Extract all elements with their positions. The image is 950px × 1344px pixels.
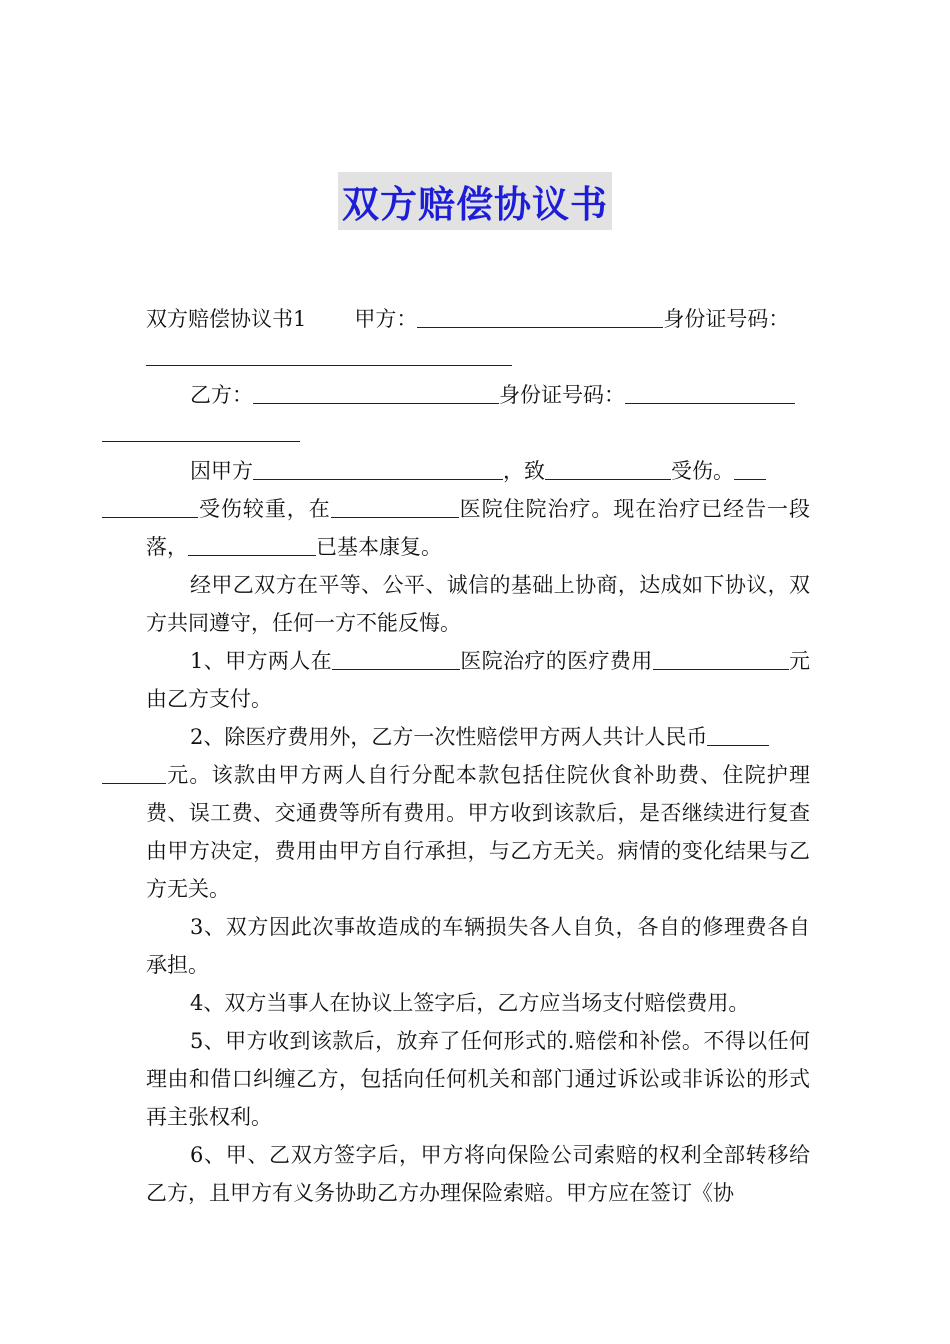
- id-b-blank-2: [102, 419, 300, 442]
- id-a-blank: [146, 343, 512, 366]
- party-a-label: 甲方：: [354, 307, 418, 331]
- clause-4: 4、双方当事人在协议上签字后，乙方应当场支付赔偿费用。: [190, 991, 750, 1015]
- clause-2: [146, 718, 810, 908]
- id-b-blank-1: [625, 381, 795, 404]
- clause2-text-2: 元。该款由甲方两人自行分配本款包括住院伙食补助费、住院护理费、误工费、交通费等所有费用。甲方收到该款后，是否继续进行复查由甲方决定，费用由甲方自行承担，与乙方无关。病情的变化结果与乙方无关。: [146, 763, 810, 901]
- id-label-a: 身份证号码：: [663, 307, 790, 331]
- injury-text-1: 因甲方: [190, 459, 253, 483]
- clause-3: 3、双方因此次事故造成的车辆损失各人自负，各自的修理费各自承担。: [146, 915, 810, 977]
- clause2-blank-2: [102, 761, 166, 784]
- intro-paragraph: [146, 300, 810, 376]
- clause1-text-3: 元由乙方支付。: [146, 649, 810, 711]
- injury-text-6: 已基本康复。: [316, 535, 442, 559]
- title-area: [0, 172, 950, 230]
- injury-blank-2: [545, 457, 671, 480]
- clause-1: [146, 642, 810, 718]
- clause1-text-1: 1、甲方两人在: [190, 649, 332, 673]
- document-title: 双方赔偿协议书: [338, 172, 612, 230]
- clause-6: 6、甲、乙双方签字后，甲方将向保险公司索赔的权利全部转移给乙方，且甲方有义务协助乙方办理保险索赔。甲方应在签订《协: [146, 1143, 810, 1205]
- clause2-blank-1: [707, 723, 769, 746]
- intro-heading: 双方赔偿协议书1: [146, 307, 307, 331]
- document-body: [146, 300, 810, 1212]
- party-b-blank: [253, 381, 499, 404]
- injury-text-2: ，致: [503, 459, 545, 483]
- injury-text-4: 受伤较重，在: [198, 497, 331, 521]
- injury-text-5: 医院住院治疗。现在治疗已经告一段落，: [146, 497, 811, 559]
- clause-5: 5、甲方收到该款后，放弃了任何形式的.赔偿和补偿。不得以任何理由和借口纠缠乙方，包括向任何机关和部门通过诉讼或非诉讼的形式再主张权利。: [146, 1029, 810, 1129]
- clause2-text-1: 2、除医疗费用外，乙方一次性赔偿甲方两人共计人民币: [190, 725, 708, 749]
- injury-blank-4: [331, 495, 459, 518]
- injury-blank-3b: [102, 495, 198, 518]
- id-label-b: 身份证号码：: [499, 383, 625, 407]
- injury-blank-5: [188, 533, 316, 556]
- injury-paragraph: [146, 452, 810, 566]
- injury-blank-1: [253, 457, 503, 480]
- clause1-text-2: 医院治疗的医疗费用: [459, 649, 653, 673]
- party-b-paragraph: [146, 376, 810, 452]
- clause1-blank-1: [332, 647, 460, 670]
- injury-blank-3a: [734, 457, 766, 480]
- clause1-blank-2: [653, 647, 789, 670]
- consult-paragraph: 经甲乙双方在平等、公平、诚信的基础上协商，达成如下协议，双方共同遵守，任何一方不能反悔。: [146, 573, 810, 635]
- party-b-label: 乙方：: [190, 383, 253, 407]
- injury-text-3: 受伤。: [671, 459, 734, 483]
- party-a-blank: [417, 305, 663, 328]
